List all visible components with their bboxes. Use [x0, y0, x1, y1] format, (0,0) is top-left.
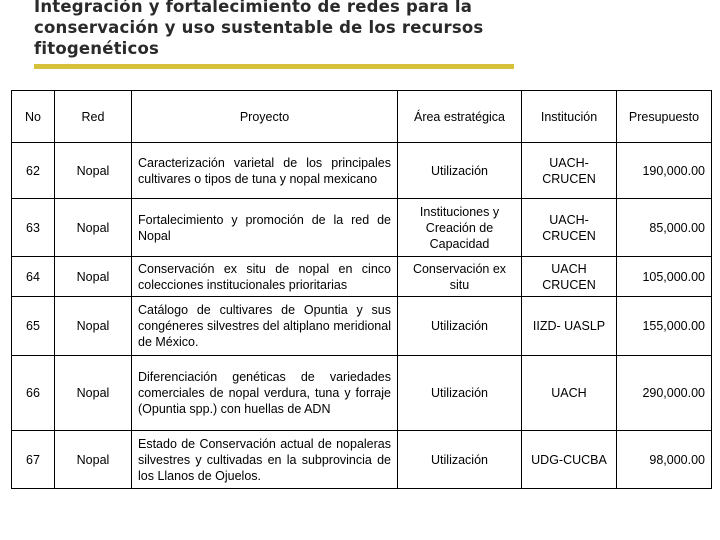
cell-area: Instituciones y Creación de Capacidad: [398, 199, 522, 257]
cell-no: 65: [12, 297, 55, 356]
cell-red: Nopal: [55, 356, 132, 431]
cell-area: Utilización: [398, 143, 522, 199]
table-row: [12, 356, 712, 431]
title-underline-bar: [34, 64, 514, 69]
cell-proyecto: Estado de Conservación actual de nopaleras silvestres y cultivadas en la subprovincia de los Llanos de Ojuelos.: [132, 431, 398, 489]
cell-area: Conservación ex situ: [398, 257, 522, 297]
table-row: [12, 257, 712, 297]
cell-institucion: UACH-CRUCEN: [522, 199, 617, 257]
cell-red: Nopal: [55, 143, 132, 199]
header-area: Área estratégica: [398, 91, 522, 143]
cell-no: 64: [12, 257, 55, 297]
cell-proyecto: Diferenciación genéticas de variedades comerciales de nopal verdura, tuna y forraje (Opuntia spp.) con huellas de ADN: [132, 356, 398, 431]
cell-proyecto: Fortalecimiento y promoción de la red de Nopal: [132, 199, 398, 257]
cell-presupuesto: 290,000.00: [617, 356, 712, 431]
cell-proyecto: Conservación ex situ de nopal en cinco colecciones institucionales prioritarias: [132, 257, 398, 297]
header-institucion: Institución: [522, 91, 617, 143]
cell-no: 62: [12, 143, 55, 199]
table-row: [12, 431, 712, 489]
cell-area: Utilización: [398, 297, 522, 356]
table-row: [12, 143, 712, 199]
cell-institucion: IIZD- UASLP: [522, 297, 617, 356]
cell-area: Utilización: [398, 431, 522, 489]
cell-presupuesto: 155,000.00: [617, 297, 712, 356]
header-presupuesto: Presupuesto: [617, 91, 712, 143]
table-header-row: [12, 91, 712, 143]
header-no: No: [12, 91, 55, 143]
cell-area: Utilización: [398, 356, 522, 431]
cell-institucion: UACH-CRUCEN: [522, 143, 617, 199]
cell-red: Nopal: [55, 431, 132, 489]
cell-red: Nopal: [55, 199, 132, 257]
cell-red: Nopal: [55, 257, 132, 297]
header-proyecto: Proyecto: [132, 91, 398, 143]
header-red: Red: [55, 91, 132, 143]
cell-proyecto: Catálogo de cultivares de Opuntia y sus congéneres silvestres del altiplano meridional de México.: [132, 297, 398, 356]
cell-no: 63: [12, 199, 55, 257]
cell-presupuesto: 190,000.00: [617, 143, 712, 199]
cell-presupuesto: 85,000.00: [617, 199, 712, 257]
cell-proyecto: Caracterización varietal de los principales cultivares o tipos de tuna y nopal mexicano: [132, 143, 398, 199]
table-row: [12, 297, 712, 356]
cell-no: 66: [12, 356, 55, 431]
page-title: Integración y fortalecimiento de redes para la conservación y uso sustentable de los recursos fitogenéticos: [34, 0, 484, 58]
cell-presupuesto: 98,000.00: [617, 431, 712, 489]
cell-institucion: UACH CRUCEN: [522, 257, 617, 297]
cell-presupuesto: 105,000.00: [617, 257, 712, 297]
projects-table: [11, 90, 712, 489]
cell-no: 67: [12, 431, 55, 489]
cell-institucion: UACH: [522, 356, 617, 431]
cell-institucion: UDG-CUCBA: [522, 431, 617, 489]
cell-red: Nopal: [55, 297, 132, 356]
table-row: [12, 199, 712, 257]
